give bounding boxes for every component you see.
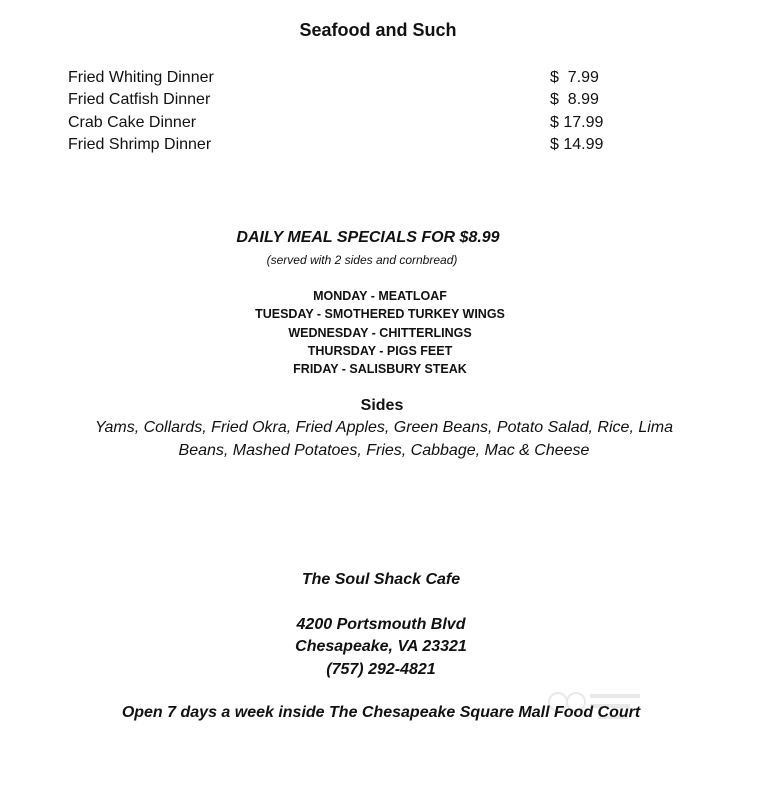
seafood-menu-list	[68, 67, 608, 156]
specials-note: (served with 2 sides and cornbread)	[266, 253, 458, 267]
special-day: MONDAY - MEATLOAF	[313, 289, 447, 303]
special-day: THURSDAY - PIGS FEET	[307, 343, 453, 358]
menu-item-name: Fried Shrimp Dinner	[68, 135, 212, 153]
specials-day-list	[0, 287, 764, 378]
watermark-icon	[538, 684, 648, 734]
sides-title: Sides	[360, 397, 404, 414]
menu-item	[68, 112, 608, 134]
menu-item-name: Fried Catfish Dinner	[68, 91, 211, 109]
menu-item-price: $ 17.99	[550, 113, 604, 131]
menu-item-name: Crab Cake Dinner	[68, 113, 197, 131]
special-day: WEDNESDAY - CHITTERLINGS	[288, 325, 472, 340]
business-phone: (757) 292-4821	[326, 660, 436, 678]
specials-title: DAILY MEAL SPECIALS FOR $8.99	[236, 229, 500, 246]
sides-line: Yams, Collards, Fried Okra, Fried Apples, Green Beans, Potato Salad, Rice, Lima	[94, 419, 674, 436]
business-address	[0, 614, 765, 681]
menu-item	[68, 89, 608, 111]
business-name: The Soul Shack Cafe	[301, 571, 461, 588]
sides-list	[84, 417, 684, 462]
seafood-section-title: Seafood and Such	[299, 20, 457, 40]
menu-item-name: Fried Whiting Dinner	[68, 69, 214, 86]
address-city: Chesapeake, VA 23321	[295, 638, 467, 656]
sides-line: Beans, Mashed Potatoes, Fries, Cabbage, Mac & Cheese	[178, 441, 590, 459]
menu-item-price: $ 8.99	[550, 91, 599, 109]
menu-item	[68, 67, 608, 89]
special-day: FRIDAY - SALISBURY STEAK	[293, 362, 467, 377]
menu-item-price: $ 14.99	[550, 135, 604, 153]
special-day: TUESDAY - SMOTHERED TURKEY WINGS	[255, 307, 505, 322]
menu-item	[68, 134, 608, 156]
address-street: 4200 Portsmouth Blvd	[296, 616, 466, 633]
business-hours: Open 7 days a week inside The Chesapeake Square Mall Food Court	[121, 704, 641, 721]
menu-item-price: $ 7.99	[550, 69, 599, 86]
